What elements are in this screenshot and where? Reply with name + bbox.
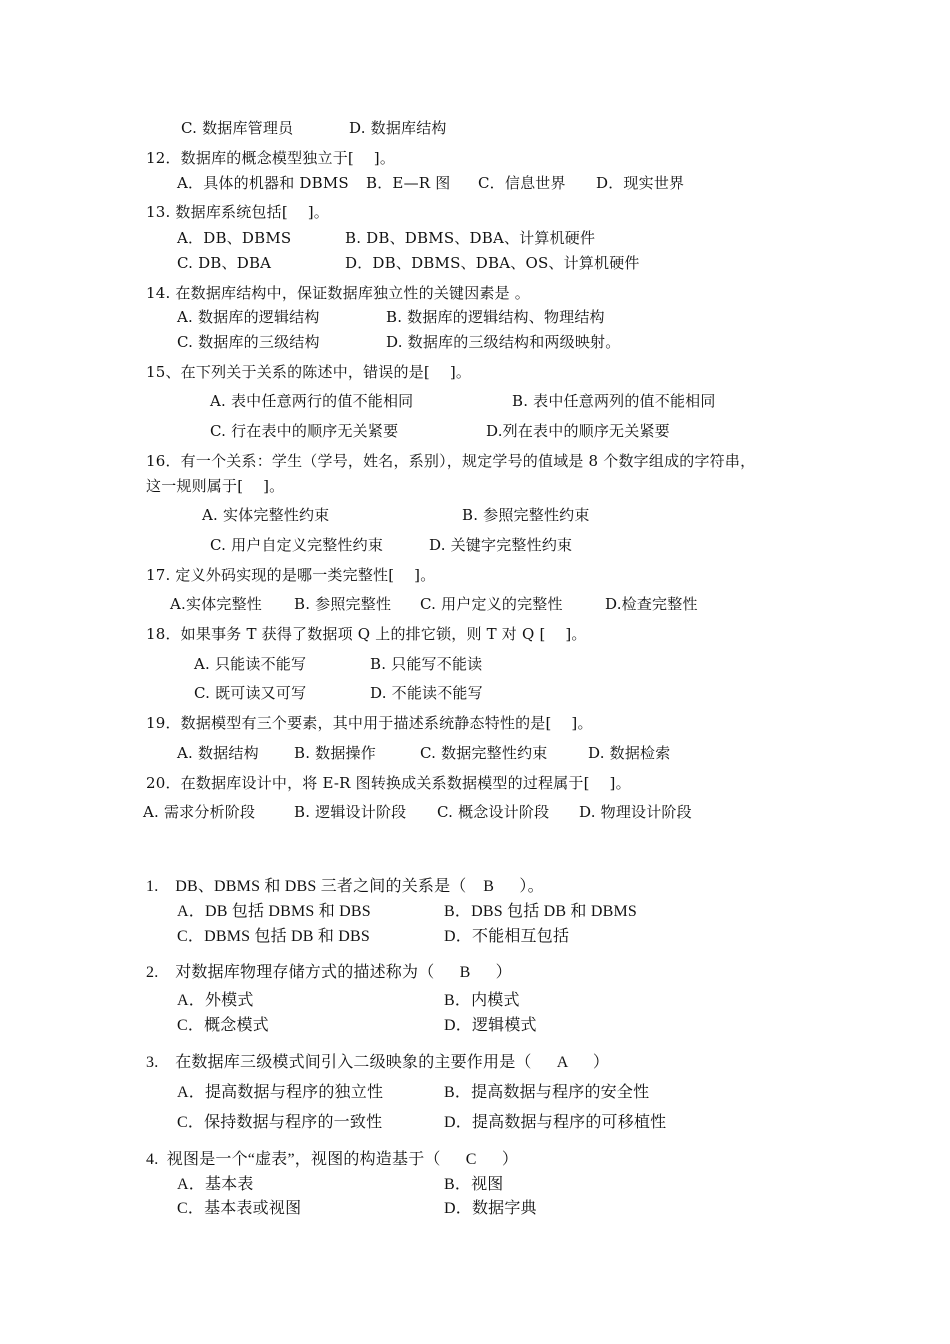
q13-option-c: C. DB、DBA bbox=[177, 254, 272, 272]
p2-q2-stem: 2. 对数据库物理存储方式的描述称为（ B ） bbox=[146, 964, 512, 981]
q12-option-a: A．具体的机器和 DBMS bbox=[177, 174, 349, 192]
q16-option-c: C. 用户自定义完整性约束 bbox=[210, 536, 384, 554]
p2-q1-option-d: D．不能相互包括 bbox=[444, 928, 570, 945]
q20-option-b: B. 逻辑设计阶段 bbox=[294, 803, 407, 821]
p2-q4-option-a: A．基本表 bbox=[177, 1176, 254, 1193]
q20-option-d: D. 物理设计阶段 bbox=[579, 803, 692, 821]
q13-option-a: A．DB、DBMS bbox=[177, 229, 292, 247]
q11-option-d: D. 数据库结构 bbox=[349, 119, 447, 137]
q12-stem: 12．数据库的概念模型独立于[ ]。 bbox=[146, 149, 396, 167]
p2-q1-option-c: C．DBMS 包括 DB 和 DBS bbox=[177, 928, 370, 945]
q16-option-d: D. 关键字完整性约束 bbox=[429, 536, 573, 554]
q15-option-c: C. 行在表中的顺序无关紧要 bbox=[210, 422, 399, 440]
p2-q4-option-b: B．视图 bbox=[444, 1176, 504, 1193]
q13-stem: 13. 数据库系统包括[ ]。 bbox=[146, 203, 330, 221]
q18-option-a: A. 只能读不能写 bbox=[194, 655, 307, 673]
q15-option-b: B. 表中任意两列的值不能相同 bbox=[512, 392, 716, 410]
q20-option-a: A. 需求分析阶段 bbox=[143, 803, 256, 821]
q19-stem: 19．数据模型有三个要素，其中用于描述系统静态特性的是[ ]。 bbox=[146, 714, 593, 732]
q16-option-a: A. 实体完整性约束 bbox=[202, 506, 330, 524]
q14-option-b: B. 数据库的逻辑结构、物理结构 bbox=[386, 308, 605, 326]
q12-option-d: D．现实世界 bbox=[596, 174, 685, 192]
p2-q1-option-b: B．DBS 包括 DB 和 DBMS bbox=[444, 903, 637, 920]
q17-stem: 17. 定义外码实现的是哪一类完整性[ ]。 bbox=[146, 566, 436, 584]
q15-option-a: A. 表中任意两行的值不能相同 bbox=[210, 392, 414, 410]
q14-stem: 14. 在数据库结构中，保证数据库独立性的关键因素是 。 bbox=[146, 284, 530, 302]
p2-q2-option-b: B．内模式 bbox=[444, 992, 520, 1009]
p2-q4-option-d: D．数据字典 bbox=[444, 1200, 537, 1217]
q17-option-c: C. 用户定义的完整性 bbox=[420, 595, 563, 613]
q16-stem-line1: 16．有一个关系：学生（学号，姓名，系别），规定学号的值域是 8 个数字组成的字符串， bbox=[146, 452, 756, 470]
q19-option-d: D. 数据检索 bbox=[588, 744, 671, 762]
p2-q3-option-a: A．提高数据与程序的独立性 bbox=[177, 1084, 384, 1101]
q17-option-d: D.检查完整性 bbox=[605, 595, 698, 613]
p2-q1-option-a: A．DB 包括 DBMS 和 DBS bbox=[177, 903, 371, 920]
p2-q3-option-c: C．保持数据与程序的一致性 bbox=[177, 1114, 383, 1131]
q18-option-b: B. 只能写不能读 bbox=[370, 655, 483, 673]
q15-stem: 15、在下列关于关系的陈述中，错误的是[ ]。 bbox=[146, 363, 472, 381]
p2-q4-option-c: C．基本表或视图 bbox=[177, 1200, 302, 1217]
p2-q3-option-d: D．提高数据与程序的可移植性 bbox=[444, 1114, 667, 1131]
p2-q2-option-d: D．逻辑模式 bbox=[444, 1017, 537, 1034]
p2-q4-stem: 4. 视图是一个“虚表”，视图的构造基于（ C ） bbox=[146, 1151, 519, 1168]
q11-option-c: C. 数据库管理员 bbox=[181, 119, 294, 137]
p2-q3-stem: 3. 在数据库三级模式间引入二级映象的主要作用是（ A ） bbox=[146, 1054, 610, 1071]
q19-option-c: C. 数据完整性约束 bbox=[420, 744, 548, 762]
q18-stem: 18．如果事务 T 获得了数据项 Q 上的排它锁，则 T 对 Q [ ]。 bbox=[146, 625, 587, 643]
p2-q1-stem: 1. DB、DBMS 和 DBS 三者之间的关系是（ B ）。 bbox=[146, 878, 544, 895]
q20-stem: 20．在数据库设计中，将 E-R 图转换成关系数据模型的过程属于[ ]。 bbox=[146, 774, 631, 792]
q13-option-b: B. DB、DBMS、DBA、计算机硬件 bbox=[345, 229, 596, 247]
q15-option-d: D.列在表中的顺序无关紧要 bbox=[486, 422, 670, 440]
q14-option-d: D. 数据库的三级结构和两级映射。 bbox=[386, 333, 621, 351]
q14-option-c: C. 数据库的三级结构 bbox=[177, 333, 320, 351]
p2-q2-option-a: A．外模式 bbox=[177, 992, 254, 1009]
q16-option-b: B. 参照完整性约束 bbox=[462, 506, 590, 524]
q17-option-b: B. 参照完整性 bbox=[294, 595, 392, 613]
q19-option-b: B. 数据操作 bbox=[294, 744, 376, 762]
q12-option-b: B．E—R 图 bbox=[366, 174, 451, 192]
p2-q2-option-c: C．概念模式 bbox=[177, 1017, 269, 1034]
q18-option-d: D. 不能读不能写 bbox=[370, 684, 483, 702]
p2-q3-option-b: B．提高数据与程序的安全性 bbox=[444, 1084, 650, 1101]
q19-option-a: A. 数据结构 bbox=[177, 744, 259, 762]
q12-option-c: C．信息世界 bbox=[478, 174, 566, 192]
q16-stem-line2: 这一规则属于[ ]。 bbox=[146, 477, 285, 495]
q18-option-c: C. 既可读又可写 bbox=[194, 684, 307, 702]
q13-option-d: D．DB、DBMS、DBA、OS、计算机硬件 bbox=[345, 254, 640, 272]
q17-option-a: A.实体完整性 bbox=[170, 595, 263, 613]
q20-option-c: C. 概念设计阶段 bbox=[437, 803, 550, 821]
q14-option-a: A. 数据库的逻辑结构 bbox=[177, 308, 320, 326]
